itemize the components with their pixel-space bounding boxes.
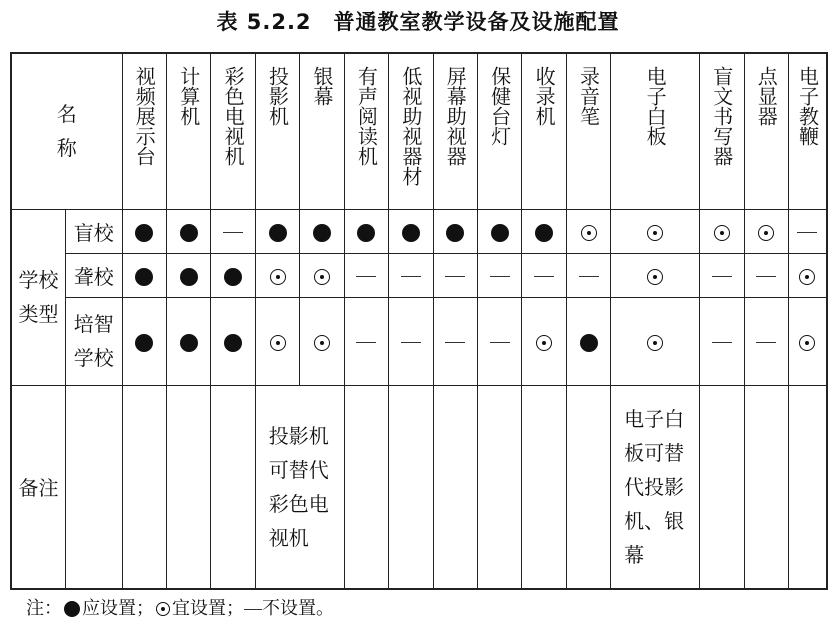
table-cell xyxy=(300,253,344,297)
table-cell xyxy=(211,297,255,385)
column-header: 低视助视器材 xyxy=(389,53,433,209)
school-type-header xyxy=(11,209,66,385)
dotted-circle-icon xyxy=(647,225,663,241)
table-cell xyxy=(744,297,788,385)
table-cell xyxy=(344,297,388,385)
dotted-circle-icon xyxy=(270,269,286,285)
filled-dot-icon xyxy=(269,224,287,242)
table-cell xyxy=(211,253,255,297)
filled-dot-icon xyxy=(402,224,420,242)
column-header: 屏幕助视器 xyxy=(433,53,477,209)
dash-icon xyxy=(756,342,776,343)
table-row xyxy=(11,297,827,385)
filled-dot-icon xyxy=(580,334,598,352)
table-cell xyxy=(344,253,388,297)
filled-dot-icon xyxy=(224,334,242,352)
dash-icon xyxy=(223,232,243,233)
table-cell xyxy=(788,253,827,297)
dotted-circle-icon xyxy=(647,269,663,285)
table-cell xyxy=(167,253,211,297)
header-row xyxy=(11,53,827,209)
dash-icon xyxy=(579,276,599,277)
table-cell xyxy=(566,253,610,297)
school-type-label: 学校类型 xyxy=(18,268,59,326)
column-header: 视频展示台 xyxy=(122,53,166,209)
table-cell xyxy=(389,297,433,385)
table-cell xyxy=(122,297,166,385)
dash-icon xyxy=(490,276,510,277)
column-header: 计算机 xyxy=(167,53,211,209)
name-header-label: 名称 xyxy=(56,102,77,161)
filled-dot-icon xyxy=(446,224,464,242)
table-cell xyxy=(611,297,700,385)
table-cell xyxy=(477,297,521,385)
row-label: 聋校 xyxy=(66,253,123,297)
table-cell xyxy=(300,209,344,253)
dotted-circle-icon xyxy=(714,225,730,241)
filled-dot-icon xyxy=(64,601,80,617)
dash-icon xyxy=(756,276,776,277)
dash-icon xyxy=(356,276,376,277)
column-header: 盲文书写器 xyxy=(700,53,744,209)
dotted-circle-icon xyxy=(799,335,815,351)
table-cell xyxy=(389,253,433,297)
table-cell xyxy=(211,209,255,253)
column-header: 收录机 xyxy=(522,53,566,209)
table-cell xyxy=(522,209,566,253)
row-label: 盲校 xyxy=(66,209,123,253)
dotted-circle-icon xyxy=(799,269,815,285)
column-header: 投影机 xyxy=(255,53,299,209)
row-label: 培智学校 xyxy=(66,297,123,385)
table-cell xyxy=(122,253,166,297)
dash-icon xyxy=(401,276,421,277)
dash-icon xyxy=(534,276,554,277)
filled-dot-icon xyxy=(357,224,375,242)
column-header: 保健台灯 xyxy=(477,53,521,209)
table-cell xyxy=(522,253,566,297)
table-cell xyxy=(433,253,477,297)
table-row xyxy=(11,253,827,297)
whiteboard-remark: 电子白板可替代投影机、银幕 xyxy=(611,385,700,589)
filled-dot-icon xyxy=(135,334,153,352)
dash-icon xyxy=(712,342,732,343)
table-cell xyxy=(700,253,744,297)
dotted-circle-icon xyxy=(314,335,330,351)
dotted-circle-icon xyxy=(581,225,597,241)
table-number: 表 5.2.2 xyxy=(216,10,312,34)
column-header: 录音笔 xyxy=(566,53,610,209)
note-required: 应设置； xyxy=(82,598,154,619)
dash-icon xyxy=(401,342,421,343)
note-suggested: 宜设置； xyxy=(172,598,244,619)
table-title xyxy=(0,6,836,36)
table-cell xyxy=(788,209,827,253)
table-caption: 普通教室教学设备及设施配置 xyxy=(333,10,620,34)
filled-dot-icon xyxy=(180,224,198,242)
dotted-circle-icon xyxy=(758,225,774,241)
table-cell xyxy=(389,209,433,253)
table-cell xyxy=(167,297,211,385)
filled-dot-icon xyxy=(180,334,198,352)
column-header: 银幕 xyxy=(300,53,344,209)
filled-dot-icon xyxy=(180,268,198,286)
dash-icon xyxy=(490,342,510,343)
column-header: 有声阅读机 xyxy=(344,53,388,209)
note-prefix: 注： xyxy=(26,598,62,619)
filled-dot-icon xyxy=(224,268,242,286)
table-cell xyxy=(566,297,610,385)
filled-dot-icon xyxy=(135,224,153,242)
table-cell xyxy=(744,253,788,297)
dash-icon xyxy=(712,276,732,277)
legend-note xyxy=(26,594,334,620)
table-cell xyxy=(788,297,827,385)
table-cell xyxy=(122,209,166,253)
table-cell xyxy=(477,209,521,253)
dash-icon xyxy=(356,342,376,343)
note-none: 不设置。 xyxy=(262,598,334,619)
column-header: 电子教鞭 xyxy=(788,53,827,209)
column-header: 彩色电视机 xyxy=(211,53,255,209)
projector-remark: 投影机可替代彩色电视机 xyxy=(255,385,344,589)
remarks-label: 备注 xyxy=(11,385,66,589)
table-cell xyxy=(255,253,299,297)
table-cell xyxy=(433,209,477,253)
table-cell xyxy=(477,253,521,297)
dotted-circle-icon xyxy=(314,269,330,285)
equipment-table xyxy=(10,52,828,590)
column-header: 点显器 xyxy=(744,53,788,209)
table-row xyxy=(11,209,827,253)
dotted-circle-icon xyxy=(270,335,286,351)
filled-dot-icon xyxy=(313,224,331,242)
filled-dot-icon xyxy=(491,224,509,242)
table-cell xyxy=(167,209,211,253)
table-cell xyxy=(522,297,566,385)
dash-icon xyxy=(445,342,465,343)
dotted-circle-icon xyxy=(156,602,170,616)
table-cell xyxy=(700,209,744,253)
filled-dot-icon xyxy=(135,268,153,286)
table-cell xyxy=(611,253,700,297)
table-cell xyxy=(255,209,299,253)
dotted-circle-icon xyxy=(536,335,552,351)
dotted-circle-icon xyxy=(647,335,663,351)
filled-dot-icon xyxy=(535,224,553,242)
name-header-cell xyxy=(11,53,122,209)
dash-icon xyxy=(445,276,465,277)
table-cell xyxy=(700,297,744,385)
table-cell xyxy=(433,297,477,385)
dash-icon xyxy=(797,232,817,233)
table-cell xyxy=(344,209,388,253)
dash-icon xyxy=(244,609,262,610)
column-header: 电子白板 xyxy=(611,53,700,209)
table-cell xyxy=(300,297,344,385)
table-cell xyxy=(744,209,788,253)
table-cell xyxy=(255,297,299,385)
table-cell xyxy=(611,209,700,253)
remarks-row xyxy=(11,385,827,589)
table-cell xyxy=(566,209,610,253)
